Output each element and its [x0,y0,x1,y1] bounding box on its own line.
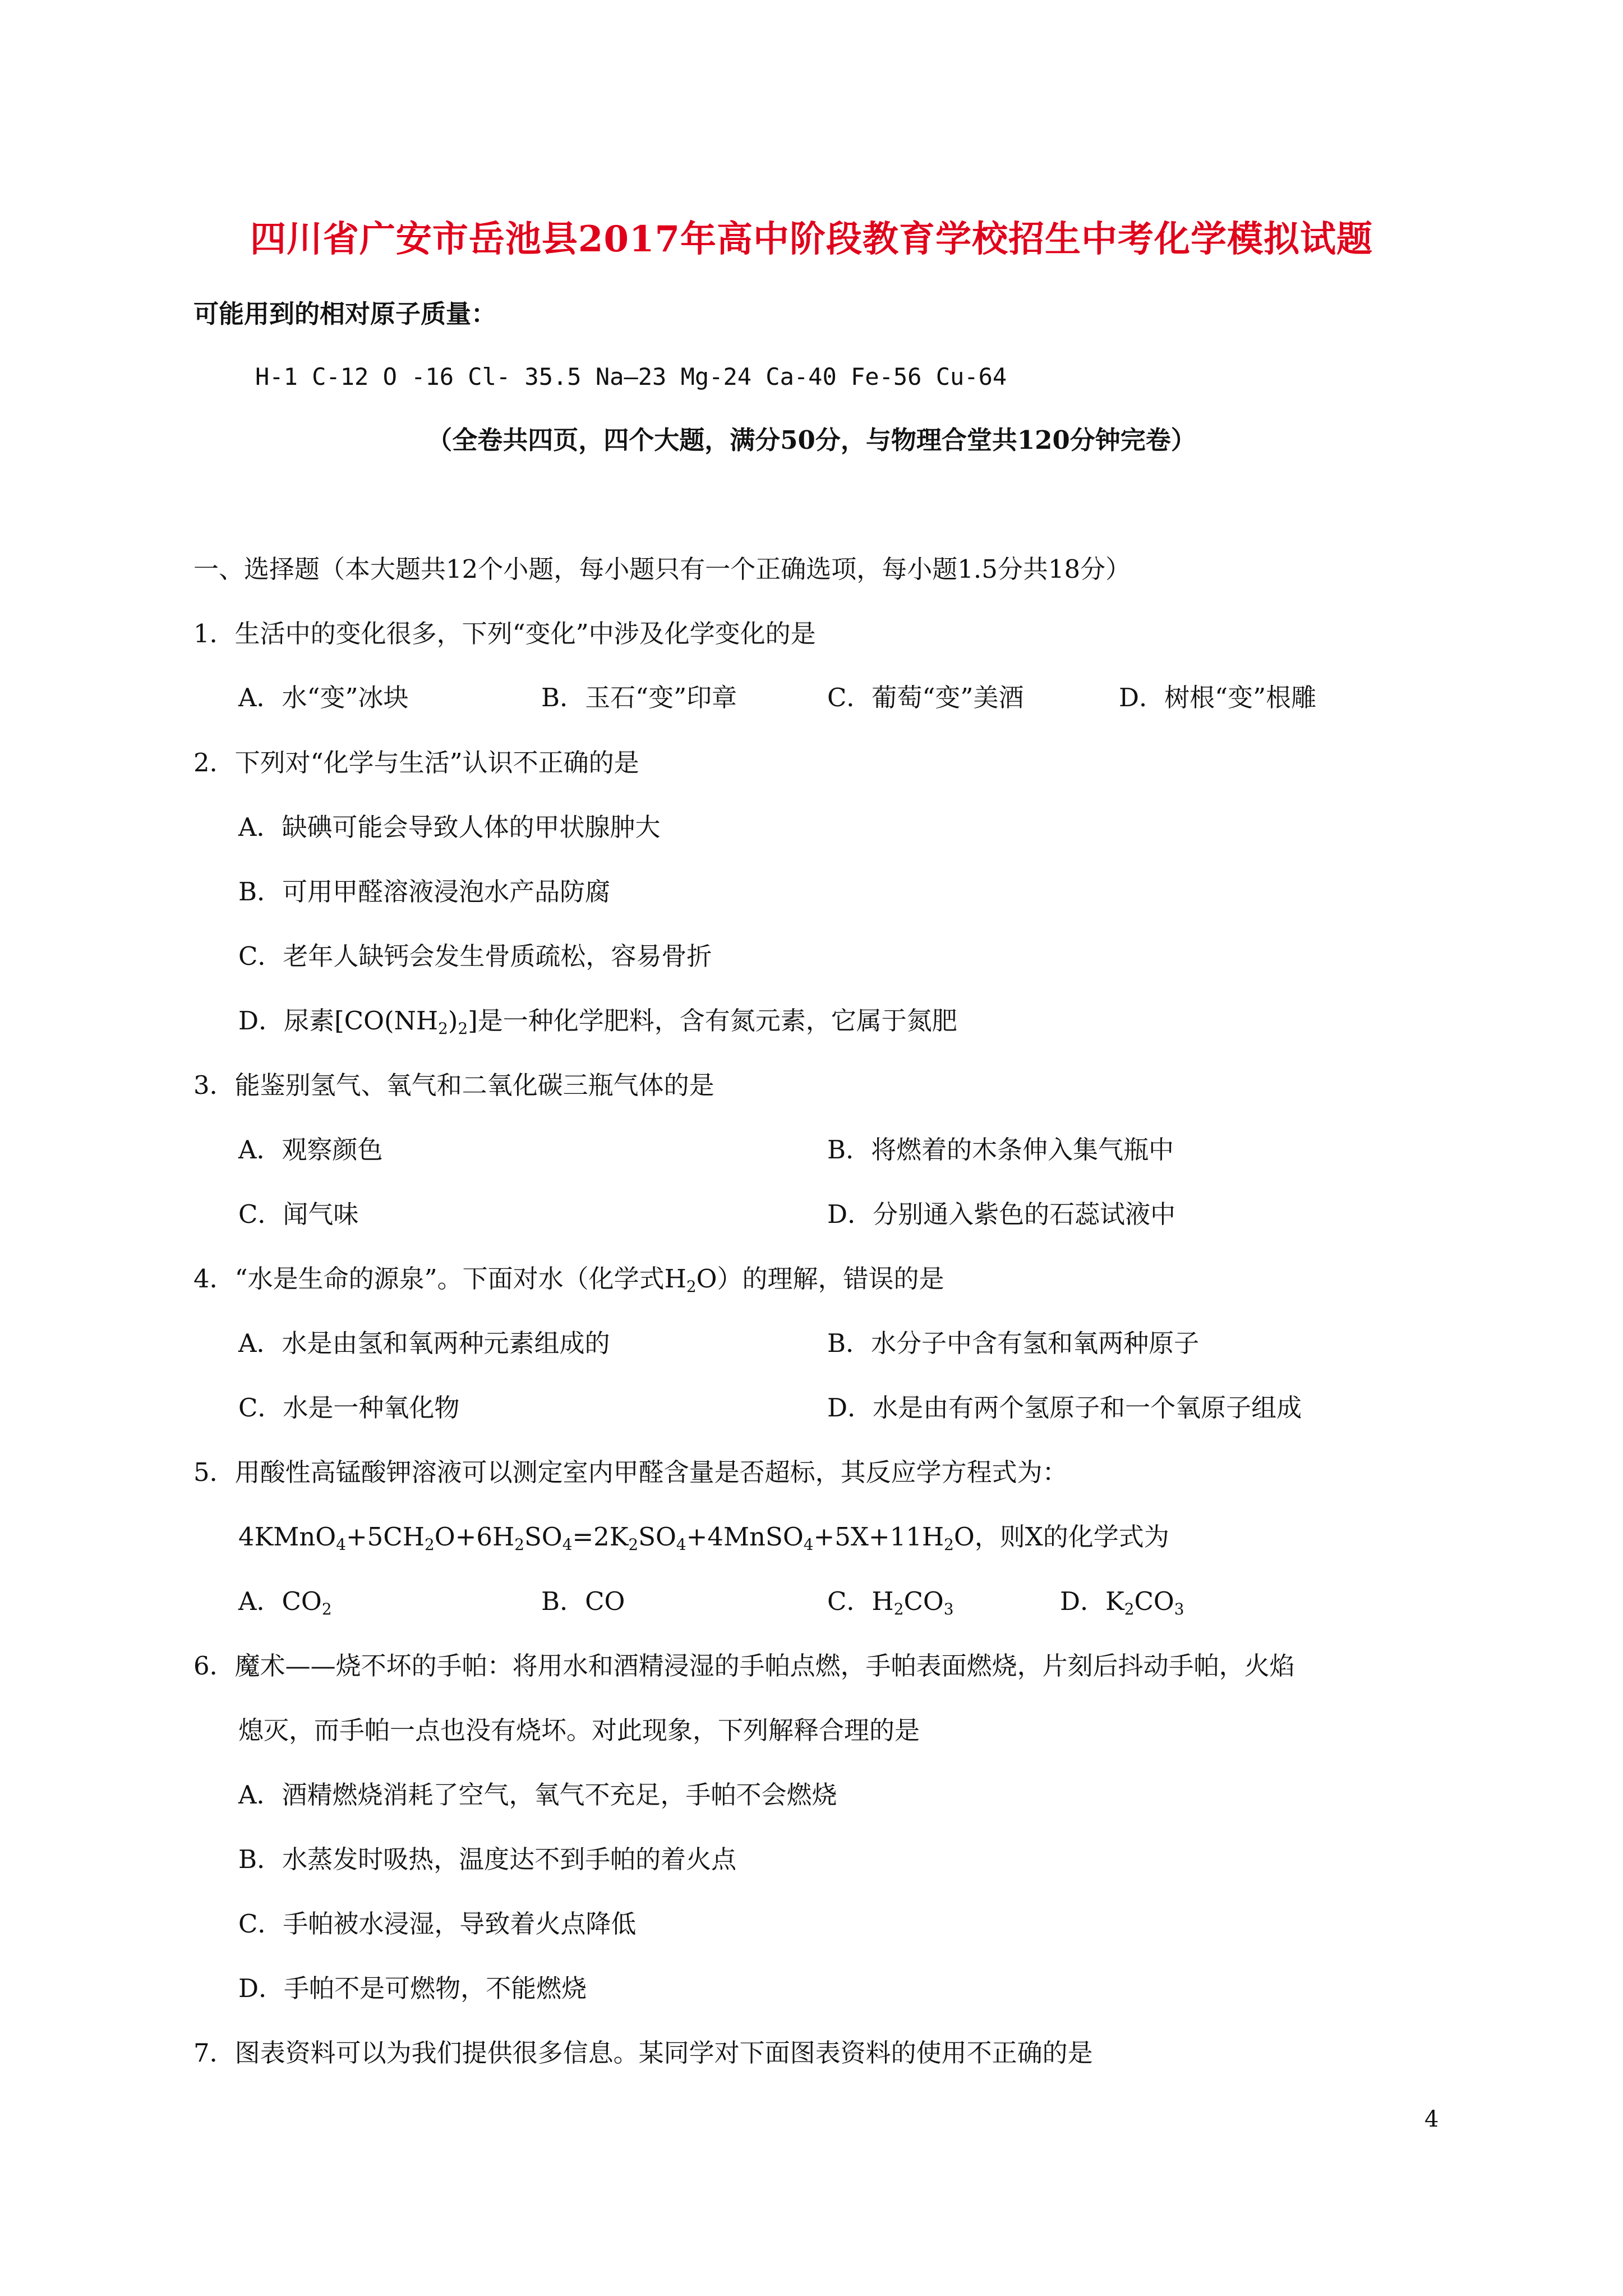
q6-option-b: B．水蒸发时吸热，温度达不到手帕的着火点 [238,1844,737,1874]
q6-option-d: D．手帕不是可燃物，不能燃烧 [238,1973,587,2003]
exam-note: （全卷共四页，四个大题，满分50分，与物理合堂共120分钟完卷） [427,425,1196,455]
q1-option-b: B．玉石“变”印章 [541,683,737,712]
subscript: 4 [562,1535,573,1554]
subscript: 2 [514,1535,524,1554]
question-6-stem-line-2: 熄灭，而手帕一点也没有烧坏。对此现象，下列解释合理的是 [238,1715,920,1745]
q3-option-a: A．观察颜色 [238,1135,383,1165]
section-heading: 一、选择题（本大题共12个小题，每小题只有一个正确选项，每小题1.5分共18分） [193,554,1131,584]
q3-option-b: B．将燃着的木条伸入集气瓶中 [827,1135,1174,1165]
q5-option-c [827,1585,954,1618]
text-segment: D．K [1060,1586,1124,1616]
subscript: 2 [893,1599,904,1618]
q2-option-b: B．可用甲醛溶液浸泡水产品防腐 [238,877,611,907]
q6-option-c: C．手帕被水浸湿，导致着火点降低 [238,1909,637,1939]
subscript: 2 [321,1599,332,1618]
q3-option-d: D．分别通入紫色的石蕊试液中 [827,1199,1176,1229]
q2-option-d [238,1004,957,1038]
text-segment: O）的理解，错误的是 [696,1264,944,1294]
subscript: 2 [458,1019,468,1038]
text-segment: 4．“水是生命的源泉”。下面对水（化学式H [193,1264,686,1294]
q1-option-c: C．葡萄“变”美酒 [827,683,1024,712]
q3-option-c: C．闻气味 [238,1199,359,1229]
subscript: 2 [944,1535,954,1554]
atomic-mass-list: H-1 C-12 O -16 Cl- 35.5 Na—23 Mg-24 Ca-40 Fe-56 Cu-64 [255,363,1007,390]
q5-equation: $4KMnO_4+5CH_2O+6H_2SO_4=2K_2SO_4+4MnSO_4+5X+11H_2O$，则X的化学式为 [238,1522,1169,1554]
q5-option-d [1060,1585,1184,1618]
q4-option-c: C．水是一种氧化物 [238,1393,460,1423]
question-7-stem: 7．图表资料可以为我们提供很多信息。某同学对下面图表资料的使用不正确的是 [193,2038,1093,2068]
q4-option-d: D．水是由有两个氢原子和一个氧原子组成 [827,1393,1302,1423]
page-number: 4 [1424,2106,1439,2132]
text-segment: ，则X的化学式为 [974,1522,1169,1552]
subscript: 2 [438,1019,448,1038]
subscript: 4 [336,1535,346,1554]
text-segment: ]是一种化学肥料，含有氮元素，它属于氮肥 [468,1006,957,1036]
subscript: 2 [424,1535,435,1554]
q4-option-b: B．水分子中含有氢和氧两种原子 [827,1328,1200,1358]
question-4-stem [193,1262,944,1296]
q1-option-a: A．水“变”冰块 [238,683,409,712]
page-title: 四川省广安市岳池县2017年高中阶段教育学校招生中考化学模拟试题 [250,218,1373,260]
q1-option-d: D．树根“变”根雕 [1119,683,1317,712]
question-6-stem-line-1: 6．魔术——烧不坏的手帕：将用水和酒精浸湿的手帕点燃，手帕表面燃烧，片刻后抖动手帕，火焰 [193,1651,1295,1681]
q5-option-b: B．CO [541,1586,625,1616]
q6-option-a: A．酒精燃烧消耗了空气，氧气不充足，手帕不会燃烧 [238,1780,837,1810]
question-3-stem: 3．能鉴别氢气、氧气和二氧化碳三瓶气体的是 [193,1070,714,1100]
q2-option-c: C．老年人缺钙会发生骨质疏松，容易骨折 [238,941,712,971]
subscript: 2 [1124,1599,1135,1618]
subscript: 3 [1174,1599,1184,1618]
text-segment: ) [448,1006,458,1036]
question-2-stem: 2．下列对“化学与生活”认识不正确的是 [193,748,639,777]
subscript: 2 [686,1277,697,1296]
subscript: 2 [628,1535,639,1554]
q5-option-a [238,1585,332,1618]
text-segment: CO [903,1586,944,1616]
subscript: 3 [943,1599,954,1618]
question-5-stem: 5．用酸性高锰酸钾溶液可以测定室内甲醛含量是否超标，其反应学方程式为： [193,1457,1068,1487]
subscript: 4 [676,1535,686,1554]
q2-option-a: A．缺碘可能会导致人体的甲状腺肿大 [238,812,661,842]
q4-option-a: A．水是由氢和氧两种元素组成的 [238,1328,610,1358]
subscript: 4 [803,1535,814,1554]
text-segment: CO [1134,1586,1174,1616]
question-1-stem: 1．生活中的变化很多，下列“变化”中涉及化学变化的是 [193,619,816,648]
text-segment: D．尿素[CO(NH [238,1006,439,1036]
text-segment: A．CO [238,1586,322,1616]
text-segment: C．H [827,1586,894,1616]
atomic-mass-heading: 可能用到的相对原子质量： [193,299,497,329]
